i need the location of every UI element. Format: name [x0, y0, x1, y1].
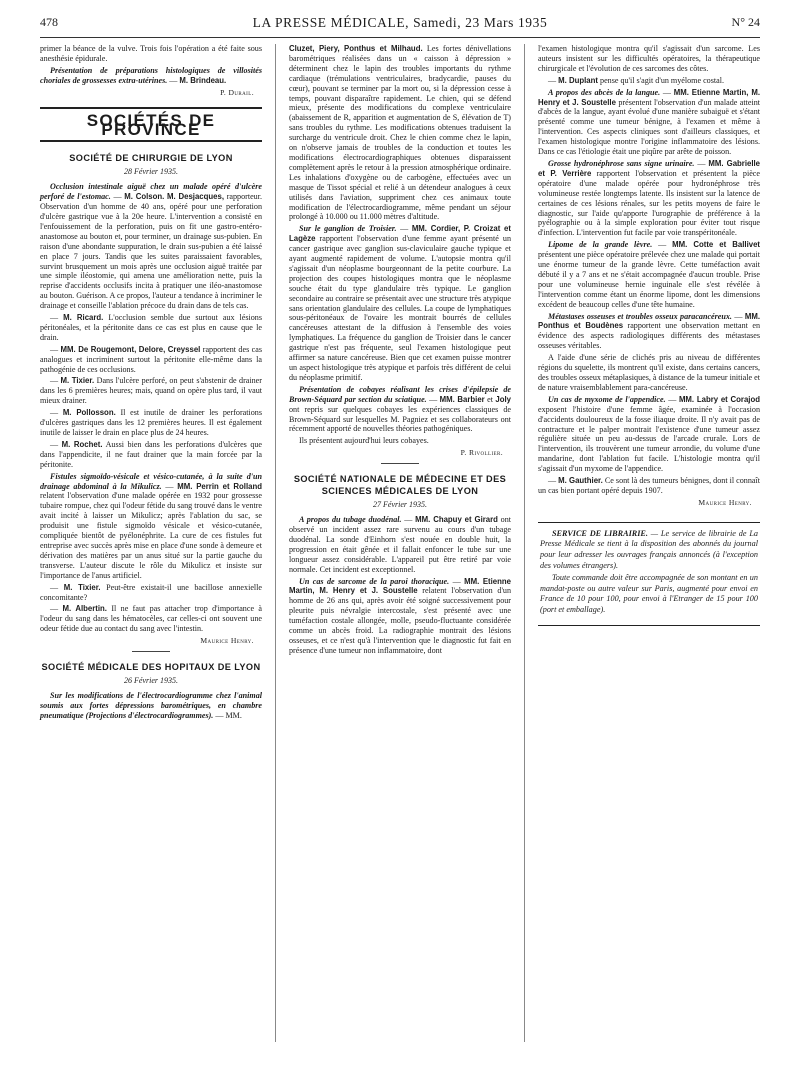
- author-name: M. Desjacques,: [167, 192, 225, 202]
- article-text: Les fortes dénivellations barométriques réalisées dans un « caisson à dépression » déterminent chez le lapin des troubles importants du rythme cardiaque (trémulations ventriculaires, bradycardie, pauses du cœur), pouvant se terminer par la mort ou, si la dépression cesse à temps, pouvant disparaître rapidement. Le chien, qui se défend mieux, présente des modifications du complexe ventriculaire (abaissement de R, apparition et augmentation de S, élévation de T) sans troubles du rythme. Les modifications obtenues traduisent la surcharge du ventricule droit. Chez le chien comme chez le lapin, on n'observe jamais de troubles de la conduction et toutes les modifications électrocardiographiques obtenues disparaissent complètement après le retour à la pression atmosphérique ordinaire. Les inhalations d'oxygène ou de carbogène, effectuées avec un masque de Tissot spécial et relié à un détendeur analogues à ceux utilisés dans l'aviation, suppriment chez ces animaux toute modification de l'électrocardiogramme, même pendant un séjour prolongé à 10.000 ou 11.000 mètres d'altitude.: [289, 44, 511, 222]
- author-name: M. Albertin.: [62, 604, 107, 614]
- paragraph: Fistules sigmoïdo-vésicale et vésico-cutanée, à la suite d'un drainage abdominal à la Mikulicz. — MM. Perrin et Rolland relatent l'observation d'une malade opérée en 1932 pour grossesse tubaire rompue, chez qui l'odeur fétide du sang trouvé dans le ventre avait incité à laisser un Mikulicz; après l'ablation du sac, se produisit une fistule sigmoïdo vésicale et vésico-cutanée, compliquée bientôt de pyélonéphrite. La cure de ces fistules fut entreprise avec succès après mise en place d'une sonde à demeure et dérivation des matières par un anus situé sur la partie gauche du transverse. L'auteur discute le rôle du Mikulicz et insiste sur l'importance de l'anus artificiel.: [40, 471, 263, 580]
- paragraph: Sur le ganglion de Troisier. — MM. Cordier, P. Croizat et Lagèze rapportent l'observation d'une femme ayant présenté un cancer gastrique avec ganglion sus-claviculaire gauche typique et ayant augmenté rapidement de volume. L'autopsie montra qu'il s'agissait d'un néoplasme bourgeonnant de la petite courbure. La projection des coupes histologiques montra que le néoplasme souche était du type glandulaire très typique. Le ganglion secondaire au contraire se présentait avec une structure très atypique sans orientation glandulaire des cellules. La coupe de lymphatiques sous-péritonéaux de l'ovaire les montrait bourrés de cellules cancéreuses attestant de la diffusion à l'ensemble des voies lymphatiques. La fréquence du ganglion de Troisier dans le cancer gastrique n'est pas fréquente, seul l'examen histologique peut affirmer sa nature cancéreuse. Bien que cet examen puisse montrer un aspect histologique très atypique et parfois très différent de celui du néoplasme primitif.: [289, 224, 511, 382]
- paragraph: Occlusion intestinale aiguë chez un malade opéré d'ulcère perforé de l'estomac. — M. Colson. M. Desjacques, rapporteur. Observation d'un homme de 40 ans, opéré pour une perforation d'ulcère gastrique vue à la 20e heure. L'intervention a consisté en l'enfouissement de la perforation, puis on fit une gastro-entéro-anastomose au bouton et, pour terminer, un drainage sus-pubien. En raison d'une abondante suppuration, le drain sus-pubien a été laissé en place 7 jours. Tandis que les suites paraissaient favorables, survint brusquement un mois après une occlusion aiguë traitée par une simple iléostomie, qui amena une amélioration nette, puis la reprise d'accidents occlusifs incita à pratiquer une iléo-anastomose au bouton. Guérison. A ce propos, l'auteur a tendance à incriminer le drainage et conseille l'ablation précoce du drain dans de tels cas.: [40, 182, 262, 311]
- paragraph: — M. Albertin. Il ne faut pas attacher trop d'importance à l'odeur du sang dans les hématocèles, car celles-ci ont souvent une odeur fétide due au contact du sang avec l'intestin.: [40, 604, 262, 634]
- paragraph: [289, 44, 511, 222]
- journal-title: LA PRESSE MÉDICALE, Samedi, 23 Mars 1935: [252, 15, 548, 30]
- column-right: [538, 44, 760, 626]
- column-rule: [275, 44, 276, 1042]
- session-date: 28 Février 1935.: [124, 167, 178, 177]
- paragraph: SERVICE DE LIBRAIRIE. — Le service de librairie de La Presse Médicale se tient à la disposition des abonnés du journal pour leur adresser les ouvrages français annoncés (à l'exception des volumes étrangers).: [540, 528, 758, 570]
- signature: P. Durail.: [220, 87, 254, 97]
- article-text: présentent une pièce opératoire prélevée chez une malade qui portait une énorme tumeur de la grande lèvre. Cette tuméfaction avait débuté il y a 7 ans et ne s'était accompagnée d'aucun trouble. Prise pour une volumineuse hernie inguinale elle s'est révélée à l'intervention comme étant un énorme lipome, dont les dimensions excédent de beaucoup celles d'une tête humaine.: [538, 250, 760, 309]
- article-text: exposent l'histoire d'une femme âgée, examinée à l'occasion d'accidents douloureux de la fosse iliaque droite. Il n'y avait pas de contracture et le palper montrait l'existence d'une tumeur assez régulière située un peu au-dessus de l'arcade crurale. Lors de l'intervention, ils trouvèrent une tumeur arrondie, du volume d'une mandarine, dont l'ablation fut facile. L'histologie montra qu'il s'agissait d'un myxome de l'appendice.: [538, 404, 760, 474]
- article-text: Ce sont là des tumeurs bénignes, dont il connaît un cas bien portant opéré depuis 1907.: [538, 476, 760, 495]
- article-text: rapportent une observation mettant en évidence des aspects radiologiques différents des métastases osseuses véritables.: [538, 321, 760, 351]
- section-banner: SOCIÉTÉS DE PROVINCE: [40, 107, 262, 143]
- notice-title: SERVICE DE LIBRAIRIE.: [552, 528, 648, 538]
- article-text: rapporteur. Observation d'un homme de 40 ans, opéré pour une perforation d'ulcère gastrique vue à la 20e heure. L'intervention a consisté en l'enfouissement de la perforation, puis on fit une gastro-entéro-anastomose au bouton et, pour terminer, un drainage sus-pubien. En raison d'une abondante suppuration, le drain sus-pubien a été laissé en place 7 jours. Tandis que les suites paraissaient favorables, survint brusquement un mois après une occlusion aiguë traitée par une simple iléostomie, qui amena une amélioration nette, puis la reprise d'accidents occlusifs incita à pratiquer une iléo-anastomose au bouton. Guérison. A ce propos, l'auteur a tendance à incriminer le drainage et conseille l'ablation précoce du drain dans de tels cas.: [40, 192, 262, 311]
- paragraph: — M. Pollosson. Il est inutile de drainer les perforations d'ulcères gastriques dans les 12 premières heures. Il est également inutile de laisser le drain en place plus de 24 heures.: [40, 408, 262, 437]
- society-title: SOCIÉTÉ NATIONALE DE MÉDECINE ET DES SCIENCES MÉDICALES DE LYON: [293, 474, 507, 497]
- society-title: SOCIÉTÉ DE CHIRURGIE DE LYON: [69, 153, 233, 164]
- author-name: MM. Etienne Martin, M. Henry et J. Soustelle: [538, 87, 760, 107]
- signature: Maurice Henry.: [200, 636, 254, 646]
- paragraph: [40, 691, 262, 721]
- author-name: MM. Barbier: [439, 394, 485, 404]
- article-text: rapportent l'observation d'une femme ayant présenté un cancer gastrique avec ganglion sus-claviculaire gauche typique et ayant augmenté rapidement de volume. L'autopsie montra qu'il s'agissait d'un néoplasme bourgeonnant de la petite courbure. La projection des coupes histologiques montra que le néoplasme souche était du type glandulaire très typique. Le ganglion secondaire au contraire se présentait avec une structure très atypique sans orientation glandulaire des cellules. La coupe de lymphatiques sous-péritonéaux de l'ovaire les montrait bourrés de cellules cancéreuses attestant de la diffusion à l'ensemble des voies lymphatiques. La fréquence du ganglion de Troisier dans le cancer gastrique n'est pas fréquente, seul l'examen histologique peut affirmer sa nature cancéreuse. Bien que cet examen puisse montrer un aspect histologique très atypique et parfois très différent de celui du néoplasme primitif.: [289, 234, 511, 382]
- article-text: Il est inutile de drainer les perforations d'ulcères gastriques dans les 12 premières heures. Il est également inutile de laisser le drain en place plus de 24 heures.: [40, 408, 262, 437]
- article-text: rapportent l'observation et présentent la pièce opératoire d'une malade opérée pour hydronéphrose très volumineuse restée longtemps latente. Ils insistent sur la latence de certaines de ces lésions rénales, sur les petits moyens de faire le diagnostic, sur l'aide qu'apporte l'urographie de préférence à la pyélographie ou à la simple exploration pour éviter tout risque d'infection. L'intervention fut facile par voie transpéritonéale.: [538, 168, 760, 238]
- article-text: L'occlusion semble due surtout aux lésions péritonéales, et la péritonite dans ce cas est plus en cause que le drain.: [40, 313, 262, 342]
- article-title: Lipome de la grande lèvre.: [548, 240, 653, 250]
- article-text: rapportent des cas analogues et incriminent surtout la péritonite elle-même dans la pathogénie de ces occlusions.: [40, 344, 262, 374]
- paragraph: Un cas de sarcome de la paroi thoracique. — MM. Etienne Martin, M. Henry et J. Soustelle relatent l'observation d'un homme de 26 ans qui, après avoir été soigné successivement pour pleurite puis névralgie intercostale, s'est présenté avec une tuméfaction costale allongée, molle, pseudo-fluctuante considérée comme un abcès froid. La radiographie montrait des lésions osseuses, et ce n'est qu'à l'intervention que le diagnostic fut fait en présence d'une tumeur non inflammatoire, dont: [289, 576, 512, 655]
- article-title: Sur les modifications de l'électrocardiogramme chez l'animal soumis aux fortes dépressions barométriques, en chambre pneumatique (Projections d'électrocardiogrammes).: [40, 690, 262, 720]
- paragraph: — M. Duplant pense qu'il s'agit d'un myélome costal.: [548, 75, 724, 85]
- signature: P. Rivollier.: [460, 448, 503, 458]
- article-text: relatent l'observation d'une malade opérée en 1932 pour grossesse tubaire rompue, chez qui l'odeur fétide du sang trouvé dans le ventre avait incité à laisser un Mikulicz; après l'ablation du sac, se produisit une fistule sigmoïdo vésicale et vésico-cutanée, compliquée bientôt de pyélonéphrite. La cure de ces fistules fut entreprise avec succès après mise en place d'une sonde à demeure et dérivation des matières par un anus situé sur la partie gauche du transverse. L'auteur discute le rôle du Mikulicz et insiste sur l'importance de l'anus artificiel.: [40, 491, 262, 580]
- paragraph: primer la béance de la vulve. Trois fois l'opération a été faite sous anesthésie épidurale.: [40, 44, 262, 63]
- article-text: — MM.: [215, 710, 242, 720]
- paragraph: — M. Gauthier. Ce sont là des tumeurs bénignes, dont il connaît un cas bien portant opéré depuis 1907.: [538, 476, 760, 495]
- column-left: [40, 44, 262, 723]
- paragraph: Présentation de cobayes réalisant les crises d'épilepsie de Brown-Séquard par section du sciatique. — MM. Barbier et Joly ont repris sur quelques cobayes les expériences classiques de Brown-Séquard sur lesquelles M. Pagniez et ses collaborateurs ont récemment apporté de nouvelles théories pathogéniques.: [289, 384, 512, 434]
- paragraph: A propos du tubage duodénal. — MM. Chapuy et Girard ont observé un incident assez rare survenu au cours d'un tubage duodénal. La sonde d'Einhorn s'est nouée en double huit, la progression en était gênée et il fallait enfoncer le tube sur une longueur assez considérable. L'appareil put être retiré par voie normale. Cet incident est exceptionnel.: [289, 515, 512, 574]
- paragraph: Toute commande doit être accompagnée de son montant en un mandat-poste ou autre valeur sur Paris, augmenté pour envoi en France de 10 pour 100, pour envoi à l'Etranger de 15 pour 100 (port et emballage).: [540, 573, 758, 614]
- signature: Maurice Henry.: [698, 497, 752, 507]
- society-title: SOCIÉTÉ MÉDICALE DES HOPITAUX DE LYON: [41, 662, 261, 673]
- author-name: M. Ricard.: [63, 313, 104, 323]
- paragraph: — MM. De Rougemont, Delore, Creyssel rapportent des cas analogues et incriminent surtout la péritonite elle-même dans la pathogénie de ces occlusions.: [40, 344, 262, 374]
- author-name: M. Brindeau.: [179, 75, 227, 85]
- article-text: ont repris sur quelques cobayes les expériences classiques de Brown-Séquard sur lesquelles M. Pagniez et ses collaborateurs ont récemment apporté de nouvelles théories pathogéniques.: [289, 404, 511, 434]
- page-number: 478: [40, 15, 58, 29]
- author-name: M. Tixier.: [63, 582, 101, 592]
- article-title: Métastases osseuses et troubles osseux paracancéreux.: [548, 311, 732, 321]
- author-name: MM. Labry et Corajod: [678, 394, 760, 404]
- divider: [132, 651, 170, 652]
- author-name: MM. Cotte et Ballivet: [672, 240, 761, 250]
- page-header: [40, 12, 760, 34]
- paragraph: — M. Tixier. Dans l'ulcère perforé, on peut s'abstenir de drainer dans les 6 premières heures; mais, quand on opère plus tard, il vaut mieux drainer.: [40, 376, 262, 406]
- session-date: 26 Février 1935.: [124, 676, 178, 686]
- article-text: pense qu'il s'agit d'un myélome costal.: [600, 75, 724, 85]
- article-title: Fistules sigmoïdo-vésicale et vésico-cutanée, à la suite d'un drainage abdominal à la Mikulicz.: [40, 471, 262, 491]
- article-title: Présentation de cobayes réalisant les crises d'épilepsie de Brown-Séquard par section du sciatique.: [289, 384, 511, 404]
- paragraph: l'examen histologique montra qu'il s'agissait d'un sarcome. Les auteurs insistent sur les difficultés opératoires, la thérapeutique chirurgicale et l'évolution de ces sarcomes des côtes.: [538, 44, 760, 73]
- author-name: MM. Ponthus et Boudènes: [538, 311, 761, 331]
- paragraph: — M. Tixier. Peut-être existait-il une bacillose annexielle concomitante?: [40, 582, 263, 602]
- article-title: Présentation de préparations histologiques de villosités choriales de grossesses extra-utérines.: [40, 65, 262, 85]
- author-name: MM. Gabrielle et P. Verrière: [538, 158, 761, 178]
- notice-text: Le service de librairie de La Presse Médicale se tient à la disposition des abonnés du journal pour leur adresser les ouvrages français annoncés (à l'exception des volumes étrangers).: [540, 528, 758, 570]
- paragraph: Grosse hydronéphrose sans signe urinaire. — MM. Gabrielle et P. Verrière rapportent l'observation et présentent la pièce opératoire d'une malade opérée pour hydronéphrose très volumineuse restée longtemps latente. Ils insistent sur la latence de certaines de ces lésions rénales, sur les petits moyens de faire le diagnostic, sur l'aide qu'apporte l'urographie de préférence à la pyélographie ou à la simple exploration pour éviter tout risque d'infection. L'intervention fut facile par voie transpéritonéale.: [538, 158, 761, 238]
- paragraph: A l'aide d'une série de clichés pris au niveau de différentes régions du squelette, ils montrent qu'il existe, dans certains cancers, des troubles osseux métaplasiques, à distance de la tumeur initiale et de nature vraisemblablement para-cancéreuse.: [538, 353, 760, 392]
- session-date: 27 Février 1935.: [373, 500, 427, 510]
- divider: [381, 463, 419, 464]
- article-title: A propos du tubage duodénal.: [299, 515, 402, 525]
- article-title: A propos des abcès de la langue.: [548, 87, 661, 97]
- paragraph: A propos des abcès de la langue. — MM. Etienne Martin, M. Henry et J. Soustelle présentent l'observation d'un malade atteint d'abcès de la langue, ayant évolué d'une manière subaiguë et s'étant présenté comme une tumeur bénigne, à l'examen et même à l'intervention. Ces aspects cliniques sont d'ailleurs classiques, et l'examen histologique montre l'origine inflammatoire des lésions. Dans ce cas l'étiologie était une piqûre par arête de poisson.: [538, 87, 760, 157]
- paragraph: Présentation de préparations histologiques de villosités choriales de grossesses extra-utérines. — M. Brindeau.: [40, 65, 262, 85]
- article-title: Un cas de myxome de l'appendice.: [548, 394, 666, 404]
- author-name: Joly: [495, 394, 512, 404]
- author-name: MM. De Rougemont, Delore, Creyssel: [60, 344, 201, 354]
- paragraph: Lipome de la grande lèvre. — MM. Cotte et Ballivet présentent une pièce opératoire prélevée chez une malade qui portait une énorme tumeur de la grande lèvre. Cette tuméfaction avait débuté il y a 7 ans et ne s'était accompagnée d'aucun trouble. Prise pour une volumineuse hernie inguinale elle s'est révélée à l'intervention comme étant un énorme lipome, dont les dimensions excédent de beaucoup celles d'une tête humaine.: [538, 240, 761, 309]
- article-title: Occlusion intestinale aiguë chez un malade opéré d'ulcère perforé de l'estomac.: [40, 182, 262, 202]
- column-rule: [524, 44, 525, 1042]
- author-name: P. Croizat et Lagèze: [289, 224, 511, 244]
- article-text: Dans l'ulcère perforé, on peut s'abstenir de drainer dans les 6 premières heures; mais, quand on opère plus tard, il vaut mieux drainer.: [40, 376, 262, 406]
- article-text: présentent l'observation d'un malade atteint d'abcès de la langue, ayant évolué d'une manière subaiguë et s'étant présenté comme une tumeur bénigne, à l'examen et même à l'intervention. Ces aspects cliniques sont d'ailleurs classiques, et l'examen histologique montre l'origine inflammatoire des lésions. Dans ce cas l'étiologie était une piqûre par arête de poisson.: [538, 97, 760, 157]
- author-name: MM. Chapuy et Girard: [415, 515, 498, 525]
- paragraph: Un cas de myxome de l'appendice. — MM. Labry et Corajod exposent l'histoire d'une femme âgée, examinée à l'occasion d'accidents douloureux de la fosse iliaque droite. Il n'y avait pas de contracture et le palper montrait l'existence d'une tumeur assez régulière située un peu au-dessus de l'arcade crurale. Lors de l'intervention, ils trouvèrent une tumeur arrondie, du volume d'une mandarine, dont l'ablation fut facile. L'histologie montra qu'il s'agissait d'un myxome de l'appendice.: [538, 394, 760, 474]
- paragraph: Métastases osseuses et troubles osseux paracancéreux. — MM. Ponthus et Boudènes rapportent une observation mettant en évidence des aspects radiologiques différents des métastases osseuses véritables.: [538, 311, 761, 351]
- article-text: ont observé un incident assez rare survenu au cours d'un tubage duodénal. La sonde d'Einhorn s'est nouée en double huit, la progression en était gênée et il fallait enfoncer le tube sur une longueur assez considérable. L'appareil put être retiré par voie normale. Cet incident est exceptionnel.: [289, 515, 512, 574]
- issue-number: N° 24: [731, 15, 760, 29]
- article-text: relatent l'observation d'un homme de 26 ans qui, après avoir été soigné successivement pour pleurite puis névralgie intercostale, s'est présenté avec une tuméfaction costale allongée, molle, pseudo-fluctuante considérée comme un abcès froid. La radiographie montrait des lésions osseuses, et ce n'est qu'à l'intervention que le diagnostic fut fait en présence d'une tumeur non inflammatoire, dont: [289, 586, 511, 655]
- article-text: Il ne faut pas attacher trop d'importance à l'odeur du sang dans les hématocèles, car celles-ci ont souvent une odeur fétide due au contact du sang avec l'intestin.: [40, 604, 262, 634]
- column-middle: [289, 44, 511, 658]
- author-name: M. Gauthier.: [558, 476, 603, 486]
- header-rule: [40, 37, 760, 38]
- article-title: Un cas de sarcome de la paroi thoracique.: [299, 576, 450, 586]
- library-service-notice: [538, 522, 760, 626]
- article-title: Grosse hydronéphrose sans signe urinaire.: [548, 158, 695, 168]
- author-name: M. Pollosson.: [62, 408, 116, 418]
- author-name: MM. Etienne Martin, M. Henry et J. Soustelle: [289, 576, 512, 596]
- author-name: Cluzet, Piery, Ponthus et Milhaud.: [289, 44, 423, 53]
- paragraph: — M. Ricard. L'occlusion semble due surtout aux lésions péritonéales, et la péritonite dans ce cas est plus en cause que le drain.: [40, 313, 262, 342]
- author-name: MM. Perrin et Rolland: [177, 481, 263, 491]
- article-title: Sur le ganglion de Troisier.: [299, 224, 397, 234]
- author-name: M. Rochet.: [61, 439, 103, 449]
- article-text: Aussi bien dans les perforations d'ulcères que dans l'appendicite, il ne faut drainer que la main forcée par la péritonite.: [40, 439, 263, 469]
- article-text: Peut-être existait-il une bacillose annexielle concomitante?: [40, 582, 263, 602]
- author-name: M. Colson.: [124, 192, 165, 202]
- paragraph: Ils présentent aujourd'hui leurs cobayes.: [299, 436, 429, 446]
- paragraph: — M. Rochet. Aussi bien dans les perforations d'ulcères que dans l'appendicite, il ne faut drainer que la main forcée par la péritonite.: [40, 439, 263, 469]
- author-name: M. Duplant: [558, 75, 598, 85]
- author-name: MM. Cordier,: [411, 224, 461, 234]
- author-name: M. Tixier.: [60, 376, 95, 386]
